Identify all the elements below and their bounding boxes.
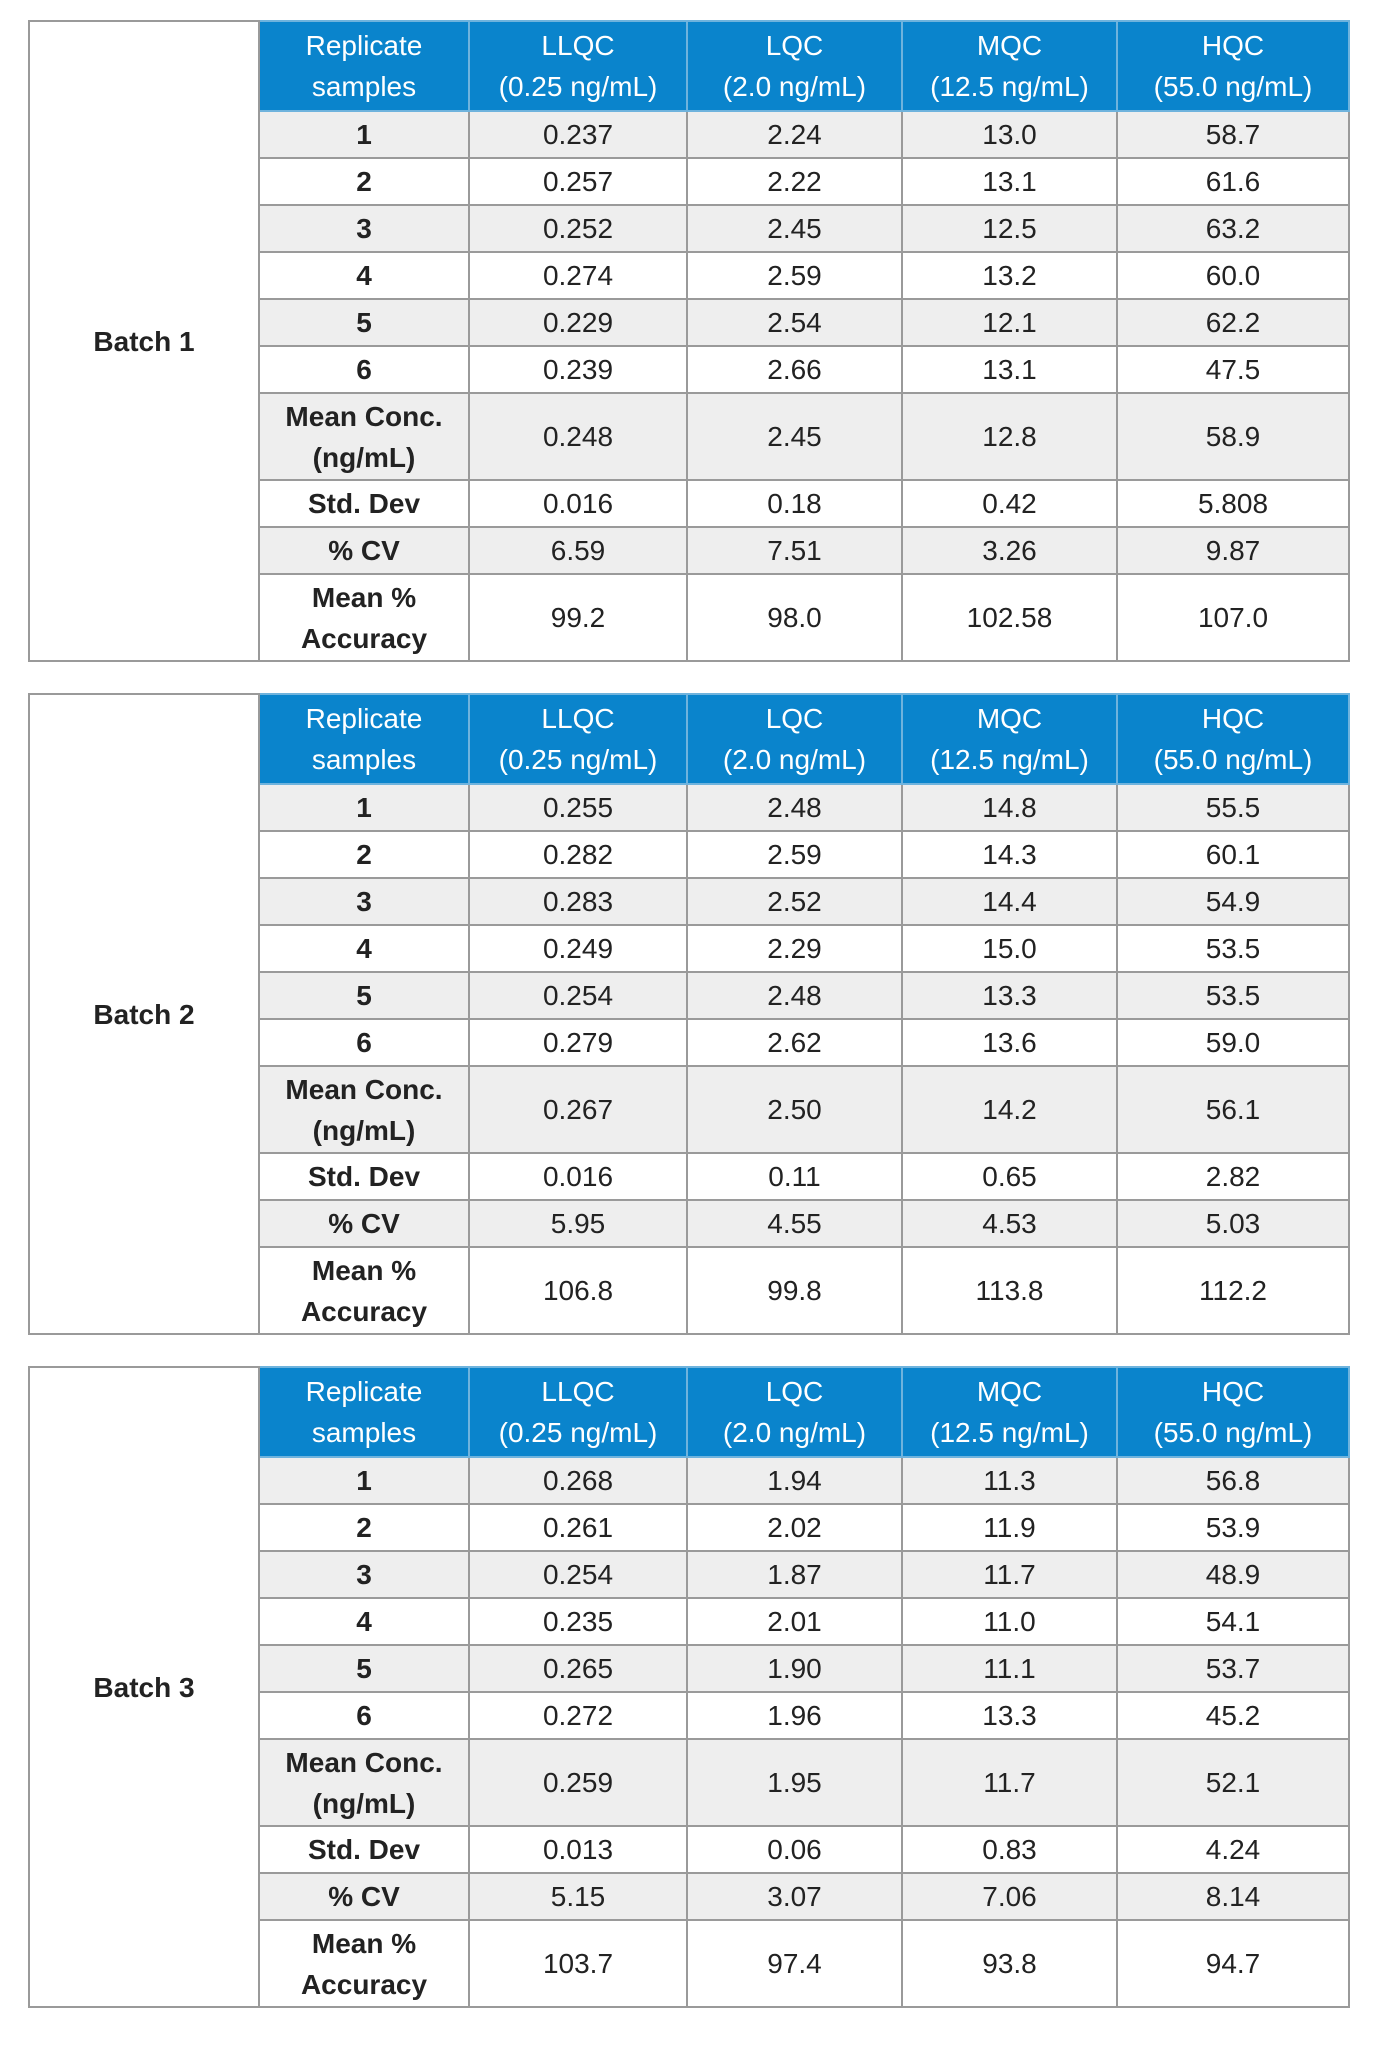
row-label <box>259 1247 469 1334</box>
table-cell: 2.54 <box>687 299 902 346</box>
table-cell: 2.29 <box>687 925 902 972</box>
table-cell: 11.7 <box>902 1739 1117 1826</box>
table-cell: 7.06 <box>902 1873 1117 1920</box>
row-label: Std. Dev <box>259 1826 469 1873</box>
table-cell: 5.808 <box>1117 480 1349 527</box>
batch-table <box>28 693 1350 1335</box>
row-label: 5 <box>259 972 469 1019</box>
row-label-line: Accuracy <box>300 1968 428 2000</box>
row-label: 3 <box>259 1551 469 1598</box>
column-header <box>259 1367 469 1457</box>
table-cell: 0.261 <box>469 1504 687 1551</box>
table-cell: 0.274 <box>469 252 687 299</box>
table-cell: 5.95 <box>469 1200 687 1247</box>
table-cell: 58.9 <box>1117 393 1349 480</box>
table-cell: 2.82 <box>1117 1153 1349 1200</box>
row-label: 4 <box>259 925 469 972</box>
table-cell: 99.8 <box>687 1247 902 1334</box>
column-header <box>259 21 469 111</box>
row-label: % CV <box>259 1873 469 1920</box>
row-label: 3 <box>259 205 469 252</box>
row-label: 1 <box>259 1457 469 1504</box>
row-label <box>259 393 469 480</box>
table-cell: 3.26 <box>902 527 1117 574</box>
column-header-line: LQC <box>765 1376 824 1407</box>
column-header <box>1117 694 1349 784</box>
table-cell: 0.267 <box>469 1066 687 1153</box>
column-header-line: HQC <box>1201 703 1265 734</box>
table-cell: 0.06 <box>687 1826 902 1873</box>
column-header-line: (55.0 ng/mL) <box>1153 71 1313 102</box>
row-label-line: (ng/mL) <box>312 1114 416 1146</box>
table-cell: 5.15 <box>469 1873 687 1920</box>
table-cell: 14.4 <box>902 878 1117 925</box>
table-cell: 0.252 <box>469 205 687 252</box>
row-label-line: Accuracy <box>300 1295 428 1327</box>
table-cell: 0.237 <box>469 111 687 158</box>
row-label: 5 <box>259 1645 469 1692</box>
row-label: 5 <box>259 299 469 346</box>
table-cell: 0.239 <box>469 346 687 393</box>
table-cell: 1.90 <box>687 1645 902 1692</box>
header-row <box>29 694 1349 784</box>
column-header-line: LLQC <box>541 30 615 61</box>
table-cell: 2.02 <box>687 1504 902 1551</box>
table-cell: 0.268 <box>469 1457 687 1504</box>
column-header-line: samples <box>311 744 417 775</box>
table-cell: 0.279 <box>469 1019 687 1066</box>
table-cell: 13.0 <box>902 111 1117 158</box>
column-header-line: (55.0 ng/mL) <box>1153 1417 1313 1448</box>
table-cell: 60.0 <box>1117 252 1349 299</box>
table-cell: 13.2 <box>902 252 1117 299</box>
row-label: 2 <box>259 158 469 205</box>
table-cell: 1.94 <box>687 1457 902 1504</box>
table-cell: 54.1 <box>1117 1598 1349 1645</box>
table-cell: 0.016 <box>469 1153 687 1200</box>
table-cell: 11.3 <box>902 1457 1117 1504</box>
table-cell: 9.87 <box>1117 527 1349 574</box>
column-header-line: LQC <box>765 703 824 734</box>
table-cell: 2.62 <box>687 1019 902 1066</box>
table-cell: 2.50 <box>687 1066 902 1153</box>
table-cell: 0.272 <box>469 1692 687 1739</box>
table-cell: 13.3 <box>902 972 1117 1019</box>
column-header-line: (2.0 ng/mL) <box>722 71 867 102</box>
table-cell: 0.257 <box>469 158 687 205</box>
table-cell: 0.18 <box>687 480 902 527</box>
table-cell: 61.6 <box>1117 158 1349 205</box>
row-label: 4 <box>259 1598 469 1645</box>
table-cell: 13.1 <box>902 158 1117 205</box>
row-label: 2 <box>259 831 469 878</box>
row-label-line: Mean Conc. <box>285 1746 443 1778</box>
row-label-line: (ng/mL) <box>312 1787 416 1819</box>
table-cell: 8.14 <box>1117 1873 1349 1920</box>
table-cell: 0.282 <box>469 831 687 878</box>
table-cell: 4.24 <box>1117 1826 1349 1873</box>
table-cell: 54.9 <box>1117 878 1349 925</box>
batch-table <box>28 1366 1350 2008</box>
row-label: 4 <box>259 252 469 299</box>
column-header <box>469 21 687 111</box>
table-cell: 13.1 <box>902 346 1117 393</box>
row-label-line: Mean Conc. <box>285 1073 443 1105</box>
column-header-line: LLQC <box>541 1376 615 1407</box>
column-header <box>1117 21 1349 111</box>
table-cell: 55.5 <box>1117 784 1349 831</box>
batch-label: Batch 3 <box>29 1367 259 2007</box>
row-label-line: Mean % <box>311 1927 417 1959</box>
column-header-line: LQC <box>765 30 824 61</box>
table-cell: 11.0 <box>902 1598 1117 1645</box>
column-header-line: samples <box>311 71 417 102</box>
table-cell: 5.03 <box>1117 1200 1349 1247</box>
table-cell: 2.52 <box>687 878 902 925</box>
column-header-line: (0.25 ng/mL) <box>498 1417 658 1448</box>
table-cell: 0.235 <box>469 1598 687 1645</box>
row-label: % CV <box>259 1200 469 1247</box>
table-cell: 0.255 <box>469 784 687 831</box>
row-label: 3 <box>259 878 469 925</box>
table-cell: 12.1 <box>902 299 1117 346</box>
table-cell: 2.45 <box>687 393 902 480</box>
table-cell: 94.7 <box>1117 1920 1349 2007</box>
header-row <box>29 21 1349 111</box>
table-cell: 56.8 <box>1117 1457 1349 1504</box>
table-cell: 2.22 <box>687 158 902 205</box>
column-header-line: (2.0 ng/mL) <box>722 744 867 775</box>
column-header-line: HQC <box>1201 1376 1265 1407</box>
column-header-line: (0.25 ng/mL) <box>498 71 658 102</box>
table-cell: 0.248 <box>469 393 687 480</box>
table-cell: 2.24 <box>687 111 902 158</box>
column-header <box>902 694 1117 784</box>
table-cell: 0.83 <box>902 1826 1117 1873</box>
table-cell: 11.1 <box>902 1645 1117 1692</box>
table-cell: 11.7 <box>902 1551 1117 1598</box>
column-header <box>687 694 902 784</box>
table-cell: 2.45 <box>687 205 902 252</box>
table-cell: 0.249 <box>469 925 687 972</box>
batch-label: Batch 1 <box>29 21 259 661</box>
table-gap <box>28 1335 1348 1366</box>
table-cell: 113.8 <box>902 1247 1117 1334</box>
column-header-line: (12.5 ng/mL) <box>930 1417 1089 1448</box>
row-label-line: (ng/mL) <box>312 441 416 473</box>
table-cell: 13.6 <box>902 1019 1117 1066</box>
row-label <box>259 1920 469 2007</box>
column-header-line: (12.5 ng/mL) <box>930 744 1089 775</box>
table-cell: 60.1 <box>1117 831 1349 878</box>
table-cell: 14.2 <box>902 1066 1117 1153</box>
column-header-line: MQC <box>976 703 1043 734</box>
table-cell: 0.254 <box>469 972 687 1019</box>
table-cell: 14.3 <box>902 831 1117 878</box>
column-header-line: LLQC <box>541 703 615 734</box>
table-cell: 0.254 <box>469 1551 687 1598</box>
table-cell: 12.5 <box>902 205 1117 252</box>
table-cell: 53.5 <box>1117 925 1349 972</box>
column-header-line: Replicate <box>305 1376 423 1407</box>
row-label: 1 <box>259 784 469 831</box>
column-header <box>902 1367 1117 1457</box>
table-cell: 4.55 <box>687 1200 902 1247</box>
table-cell: 97.4 <box>687 1920 902 2007</box>
column-header <box>902 21 1117 111</box>
table-cell: 45.2 <box>1117 1692 1349 1739</box>
row-label: % CV <box>259 527 469 574</box>
table-cell: 99.2 <box>469 574 687 661</box>
table-cell: 2.66 <box>687 346 902 393</box>
batch-label: Batch 2 <box>29 694 259 1334</box>
table-cell: 0.016 <box>469 480 687 527</box>
header-row <box>29 1367 1349 1457</box>
row-label-line: Mean % <box>311 581 417 613</box>
table-cell: 0.65 <box>902 1153 1117 1200</box>
table-cell: 107.0 <box>1117 574 1349 661</box>
table-cell: 0.11 <box>687 1153 902 1200</box>
table-gap <box>28 662 1348 693</box>
table-cell: 2.48 <box>687 784 902 831</box>
column-header <box>259 694 469 784</box>
table-cell: 47.5 <box>1117 346 1349 393</box>
column-header-line: (12.5 ng/mL) <box>930 71 1089 102</box>
table-cell: 0.42 <box>902 480 1117 527</box>
table-cell: 14.8 <box>902 784 1117 831</box>
table-cell: 112.2 <box>1117 1247 1349 1334</box>
table-cell: 4.53 <box>902 1200 1117 1247</box>
column-header-line: Replicate <box>305 703 423 734</box>
batch-table <box>28 20 1350 662</box>
table-cell: 53.9 <box>1117 1504 1349 1551</box>
row-label: 6 <box>259 1692 469 1739</box>
row-label: Std. Dev <box>259 480 469 527</box>
column-header-line: (55.0 ng/mL) <box>1153 744 1313 775</box>
table-cell: 63.2 <box>1117 205 1349 252</box>
row-label <box>259 1739 469 1826</box>
table-cell: 6.59 <box>469 527 687 574</box>
table-cell: 2.59 <box>687 252 902 299</box>
table-cell: 0.265 <box>469 1645 687 1692</box>
table-cell: 48.9 <box>1117 1551 1349 1598</box>
row-label <box>259 1066 469 1153</box>
table-cell: 1.96 <box>687 1692 902 1739</box>
table-cell: 106.8 <box>469 1247 687 1334</box>
table-cell: 98.0 <box>687 574 902 661</box>
qc-results-tables <box>28 20 1348 2008</box>
table-cell: 2.01 <box>687 1598 902 1645</box>
table-cell: 15.0 <box>902 925 1117 972</box>
table-cell: 59.0 <box>1117 1019 1349 1066</box>
row-label-line: Mean % <box>311 1254 417 1286</box>
table-cell: 93.8 <box>902 1920 1117 2007</box>
row-label-line: Mean Conc. <box>285 400 443 432</box>
table-cell: 103.7 <box>469 1920 687 2007</box>
table-cell: 1.87 <box>687 1551 902 1598</box>
column-header <box>469 1367 687 1457</box>
table-cell: 0.013 <box>469 1826 687 1873</box>
column-header <box>469 694 687 784</box>
column-header <box>687 1367 902 1457</box>
table-cell: 58.7 <box>1117 111 1349 158</box>
column-header-line: samples <box>311 1417 417 1448</box>
table-cell: 53.5 <box>1117 972 1349 1019</box>
column-header <box>1117 1367 1349 1457</box>
table-cell: 0.283 <box>469 878 687 925</box>
row-label: 6 <box>259 1019 469 1066</box>
table-cell: 11.9 <box>902 1504 1117 1551</box>
table-cell: 102.58 <box>902 574 1117 661</box>
row-label <box>259 574 469 661</box>
row-label: 2 <box>259 1504 469 1551</box>
table-cell: 1.95 <box>687 1739 902 1826</box>
row-label-line: Accuracy <box>300 622 428 654</box>
row-label: Std. Dev <box>259 1153 469 1200</box>
table-cell: 12.8 <box>902 393 1117 480</box>
table-cell: 62.2 <box>1117 299 1349 346</box>
table-cell: 0.259 <box>469 1739 687 1826</box>
column-header-line: Replicate <box>305 30 423 61</box>
table-cell: 56.1 <box>1117 1066 1349 1153</box>
column-header-line: HQC <box>1201 30 1265 61</box>
column-header <box>687 21 902 111</box>
column-header-line: MQC <box>976 1376 1043 1407</box>
row-label: 6 <box>259 346 469 393</box>
row-label: 1 <box>259 111 469 158</box>
table-cell: 2.48 <box>687 972 902 1019</box>
column-header-line: MQC <box>976 30 1043 61</box>
column-header-line: (0.25 ng/mL) <box>498 744 658 775</box>
table-cell: 2.59 <box>687 831 902 878</box>
table-cell: 0.229 <box>469 299 687 346</box>
column-header-line: (2.0 ng/mL) <box>722 1417 867 1448</box>
table-cell: 53.7 <box>1117 1645 1349 1692</box>
table-cell: 13.3 <box>902 1692 1117 1739</box>
table-cell: 3.07 <box>687 1873 902 1920</box>
table-cell: 52.1 <box>1117 1739 1349 1826</box>
table-cell: 7.51 <box>687 527 902 574</box>
